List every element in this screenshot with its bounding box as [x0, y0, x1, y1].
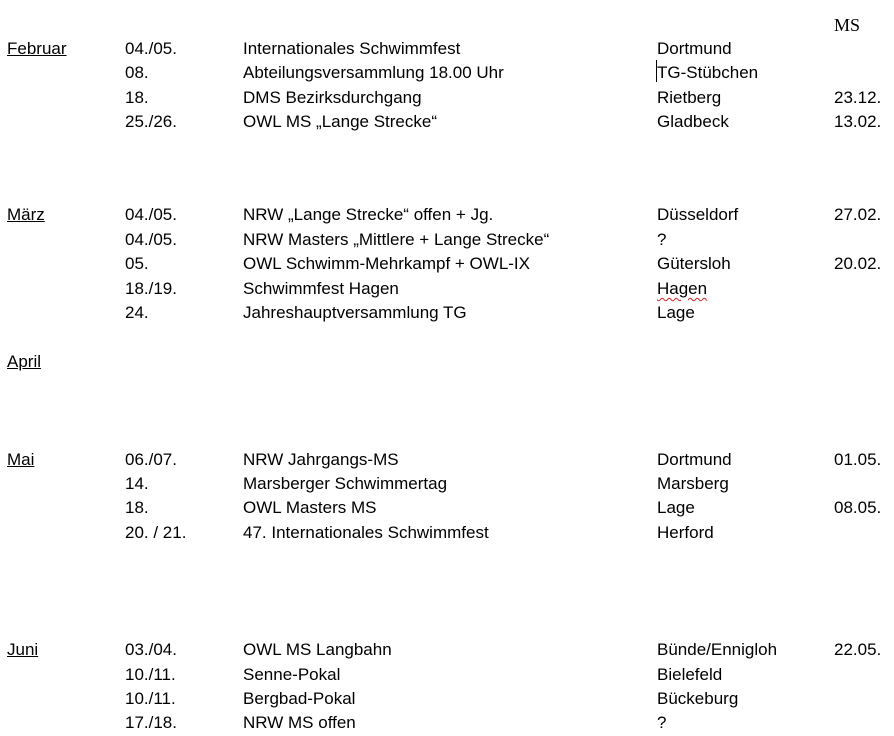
- event-ms-deadline: 20.02.: [834, 254, 882, 273]
- event-place: TG-Stübchen: [657, 63, 759, 82]
- event-place: ?: [657, 230, 667, 249]
- event-title: Schwimmfest Hagen: [243, 279, 399, 298]
- event-place: Düsseldorf: [657, 205, 739, 224]
- event-date: 04./05.: [125, 205, 177, 224]
- event-title: NRW Masters „Mittlere + Lange Strecke“: [243, 230, 550, 249]
- event-title: Internationales Schwimmfest: [243, 39, 461, 58]
- event-ms-deadline: 27.02.: [834, 205, 882, 224]
- event-place: Rietberg: [657, 88, 722, 107]
- month-heading-maerz: März: [7, 205, 45, 224]
- event-title: OWL Masters MS: [243, 498, 377, 517]
- event-date: 25./26.: [125, 112, 177, 131]
- event-place: Lage: [657, 498, 695, 517]
- event-place: Dortmund: [657, 450, 732, 469]
- event-title: OWL MS „Lange Strecke“: [243, 112, 437, 131]
- event-place: Bünde/Ennigloh: [657, 640, 778, 659]
- event-place: Hagen: [657, 279, 708, 298]
- event-title: NRW Jahrgangs-MS: [243, 450, 399, 469]
- event-title: 47. Internationales Schwimmfest: [243, 523, 489, 542]
- event-place: Bückeburg: [657, 689, 739, 708]
- event-date: 06./07.: [125, 450, 177, 469]
- event-ms-deadline: 13.02.: [834, 112, 882, 131]
- event-date: 14.: [125, 474, 149, 493]
- event-date: 10./11.: [125, 665, 176, 684]
- event-date: 20. / 21.: [125, 523, 187, 542]
- month-heading-juni: Juni: [7, 640, 39, 659]
- event-place: Bielefeld: [657, 665, 723, 684]
- event-title: OWL MS Langbahn: [243, 640, 392, 659]
- month-heading-mai: Mai: [7, 450, 35, 469]
- event-date: 04./05.: [125, 230, 177, 249]
- ms-column-header: MS: [834, 15, 861, 35]
- month-heading-april: April: [7, 352, 42, 371]
- event-date: 08.: [125, 63, 149, 82]
- event-date: 03./04.: [125, 640, 177, 659]
- event-place: Marsberg: [657, 474, 729, 493]
- event-place: Dortmund: [657, 39, 732, 58]
- event-date: 18.: [125, 88, 149, 107]
- event-place: ?: [657, 713, 667, 732]
- event-date: 04./05.: [125, 39, 177, 58]
- event-title: Jahreshauptversammlung TG: [243, 303, 467, 322]
- event-place: Herford: [657, 523, 714, 542]
- event-title: Abteilungsversammlung 18.00 Uhr: [243, 63, 504, 82]
- event-date: 18.: [125, 498, 149, 517]
- month-heading-februar: Februar: [7, 39, 67, 58]
- event-date: 17./18.: [125, 713, 177, 732]
- event-title: DMS Bezirksdurchgang: [243, 88, 422, 107]
- event-title: Bergbad-Pokal: [243, 689, 356, 708]
- event-title: NRW MS offen: [243, 713, 356, 732]
- event-title: Marsberger Schwimmertag: [243, 474, 448, 493]
- event-date: 05.: [125, 254, 149, 273]
- event-date: 18./19.: [125, 279, 177, 298]
- event-ms-deadline: 23.12.: [834, 88, 882, 107]
- event-date: 10./11.: [125, 689, 176, 708]
- event-title: Senne-Pokal: [243, 665, 341, 684]
- event-place: Lage: [657, 303, 695, 322]
- event-date: 24.: [125, 303, 149, 322]
- event-ms-deadline: 01.05.: [834, 450, 882, 469]
- event-place: Gladbeck: [657, 112, 729, 131]
- event-ms-deadline: 08.05.: [834, 498, 882, 517]
- event-title: OWL Schwimm-Mehrkampf + OWL-IX: [243, 254, 530, 273]
- event-title: NRW „Lange Strecke“ offen + Jg.: [243, 205, 494, 224]
- event-ms-deadline: 22.05.: [834, 640, 882, 659]
- event-place: Gütersloh: [657, 254, 731, 273]
